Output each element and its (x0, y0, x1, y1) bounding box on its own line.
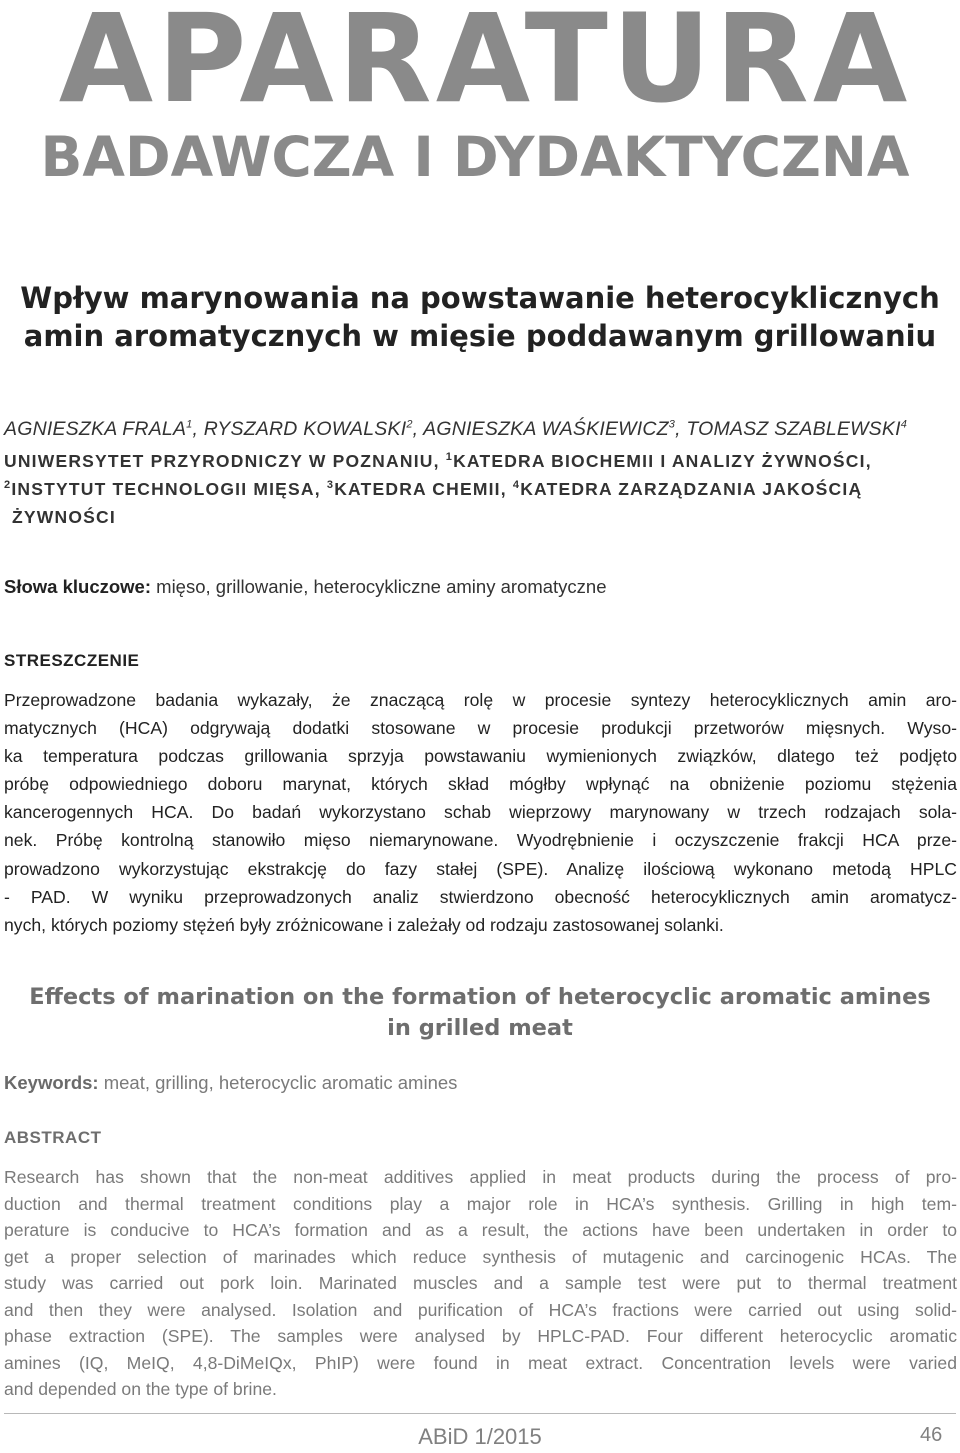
abstract-en-line: perature is conducive to HCA’s formation and as a result, the actions have been undertaken in order to (4, 1220, 957, 1240)
abstract-en-line: and depended on the type of brine. (4, 1379, 277, 1399)
abstract-pl-heading: STRESZCZENIE (4, 651, 140, 670)
abstract-pl-line: Przeprowadzone badania wykazały, że znaczącą rolę w procesie syntezy heterocyklicznych amin aro- (4, 690, 957, 710)
author-affiliation-mark: 1 (186, 418, 193, 431)
abstract-pl-line: matycznych (HCA) odgrywają dodatki stosowane w procesie produkcji przetworów mięsnych. Wyso- (4, 718, 957, 739)
author-affiliation-mark: 3 (668, 418, 676, 431)
affiliation-text: KATEDRA CHEMII, (334, 479, 513, 499)
author-name: AGNIESZKA WAŚKIEWICZ (423, 418, 669, 440)
affiliation-text: INSTYTUT TECHNOLOGII MIĘSA, (11, 479, 327, 499)
article-title-en-line: in grilled meat (387, 1015, 573, 1041)
author-name: RYSZARD KOWALSKI (203, 418, 407, 440)
author-affiliation-mark: 4 (900, 418, 908, 431)
abstract-en-line: duction and thermal treatment conditions play a major role in HCA’s synthesis. Grilling in high tem- (4, 1193, 957, 1214)
affiliation-mark: 3 (326, 479, 335, 492)
author-separator: , (412, 418, 424, 440)
abstract-en-heading: ABSTRACT (4, 1128, 102, 1147)
affiliation-mark: 2 (4, 479, 12, 492)
affiliation-line-2 (4, 479, 954, 500)
article-title-pl (0, 279, 960, 355)
authors-line (4, 418, 956, 441)
abstract-en-line: phase extraction (SPE). The samples were analysed by HPLC-PAD. Four different heterocyclic aromatic (4, 1326, 957, 1346)
abstract-pl-body (4, 686, 957, 939)
author-name: TOMASZ SZABLEWSKI (686, 418, 901, 440)
abstract-en-line: amines (IQ, MeIQ, 4,8-DiMeIQx, PhIP) were found in meat extract. Concentration levels were varied (4, 1352, 957, 1373)
abstract-pl-line: kancerogennych HCA. Do badań wykorzystano schab wieprzowy marynowany w trzech rodzajach sola- (4, 802, 957, 823)
affiliation-text: KATEDRA BIOCHEMII I ANALIZY ŻYWNOŚCI, (453, 451, 872, 471)
affiliation-text: KATEDRA ZARZĄDZANIA JAKOŚCIĄ (520, 479, 863, 499)
affiliation-line-3: ŻYWNOŚCI (12, 507, 116, 527)
abstract-en-line: and then they were analysed. Isolation and purification of HCA’s fractions were carried out using solid- (4, 1299, 957, 1320)
affiliation-text: UNIWERSYTET PRZYRODNICZY W POZNANIU, (4, 451, 446, 471)
page-number: 46 (920, 1424, 943, 1446)
abstract-pl-line: nych, których poziomy stężeń były zróżnicowane i zależały od rodzaju zastosowanej solanki. (4, 914, 724, 935)
abstract-pl-line: ka temperatura podczas grillowania sprzyja powstawaniu wymienionych związków, dlatego też podjęto (4, 746, 957, 767)
abstract-pl-line: prowadzono wykorzystując ekstrakcję do fazy stałej (SPE). Analizę ilościową wykonano metodą HPLC (4, 858, 957, 879)
abstract-en-line: study was carried out pork loin. Marinated muscles and a sample test were put to thermal treatment (4, 1273, 957, 1293)
keywords-en (4, 1072, 457, 1094)
article-title-en-line: Effects of marination on the formation of heterocyclic aromatic amines (29, 984, 931, 1010)
abstract-pl-line: - PAD. W wyniku przeprowadzonych analiz stwierdzono obecność heterocyklicznych amin aromatycz- (4, 886, 957, 907)
keywords-pl (4, 576, 607, 598)
keywords-pl-label: Słowa kluczowe: (4, 576, 152, 597)
author-separator: , (192, 418, 204, 440)
author-affiliation-mark: 2 (406, 418, 413, 431)
affiliation-line-1 (4, 451, 954, 472)
abstract-en-body (4, 1164, 957, 1403)
abstract-pl-line: próbę odpowiedniego doboru marynat, których skład mógłby wpłynąć na obniżenie poziomu stężenia (4, 774, 957, 795)
article-title-pl-line: Wpływ marynowania na powstawanie heterocyklicznych (20, 281, 940, 315)
affiliation-mark: 4 (512, 479, 521, 492)
abstract-pl-line: nek. Próbę kontrolną stanowiło mięso niemarynowane. Wyodrębnienie i oczyszczenie frakcji HCA prze- (4, 830, 957, 851)
author-name: AGNIESZKA FRALA (4, 418, 187, 440)
footer-journal-issue: ABiD 1/2015 (418, 1424, 542, 1449)
abstract-en-line: get a proper selection of marinades which reduce synthesis of mutagenic and carcinogenic HCAs. The (4, 1246, 957, 1267)
article-title-en (0, 982, 960, 1044)
journal-subtitle: BADAWCZA I DYDAKTYCZNA (40, 125, 910, 189)
article-title-pl-line: amin aromatycznych w mięsie poddawanym grillowaniu (23, 319, 937, 353)
journal-title: APARATURA (58, 0, 912, 130)
author-separator: , (675, 418, 687, 440)
abstract-en-line: Research has shown that the non-meat additives applied in meat products during the process of pro- (4, 1167, 957, 1187)
keywords-en-text: meat, grilling, heterocyclic aromatic amines (98, 1072, 458, 1093)
footer-divider (4, 1413, 956, 1414)
affiliation-mark: 1 (445, 451, 454, 464)
keywords-en-label: Keywords: (4, 1072, 99, 1093)
keywords-pl-text: mięso, grillowanie, heterocykliczne aminy aromatyczne (151, 576, 607, 597)
